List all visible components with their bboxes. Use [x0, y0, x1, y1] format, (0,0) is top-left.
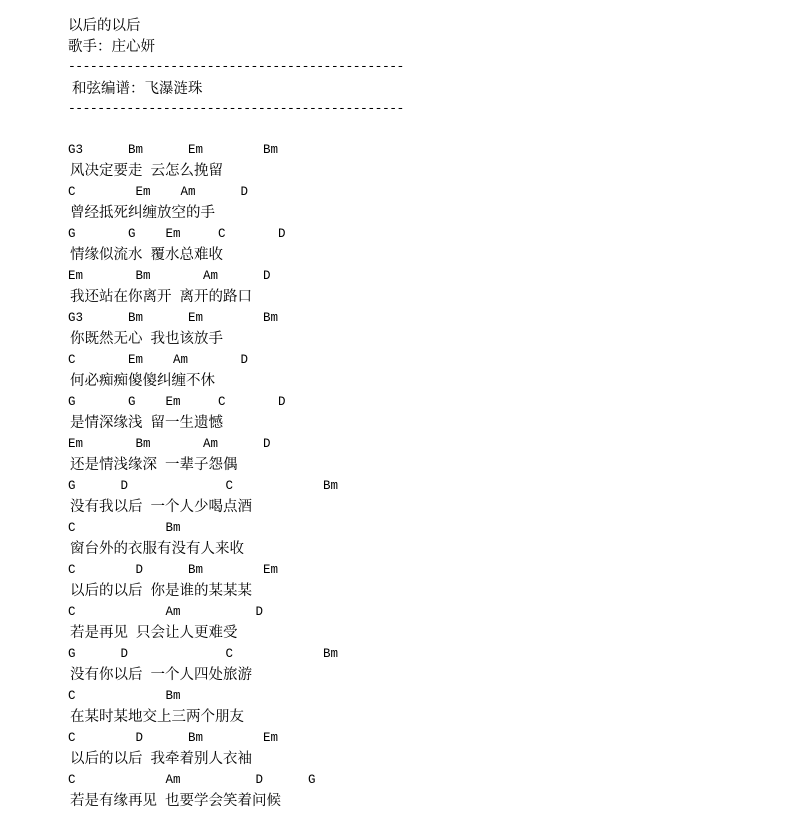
lyric-line: 是情深缘浅 留一生遗憾 — [70, 415, 224, 431]
chord-lyric-pair — [68, 560, 768, 602]
chord-line: C Em Am D — [68, 353, 249, 367]
chord-line: C D Bm Em — [68, 731, 279, 745]
chord-line: C Am D — [68, 605, 264, 619]
chord-lyric-pair — [68, 434, 768, 476]
divider-bottom: ---------------------------------------------- — [68, 101, 404, 116]
chord-credit: 和弦编谱：飞瀑涟珠 — [72, 81, 203, 97]
lyric-line: 你既然无心 我也该放手 — [70, 331, 224, 347]
chord-lyric-pair — [68, 350, 768, 392]
chord-lyric-pair — [68, 728, 768, 770]
chord-line: C Am D G — [68, 773, 316, 787]
chord-line: G D C Bm — [68, 647, 339, 661]
lyric-line: 情缘似流水 覆水总难收 — [70, 247, 224, 263]
song-body — [68, 140, 768, 812]
lyric-line: 我还站在你离开 离开的路口 — [70, 289, 253, 305]
lyric-line: 在某时某地交上三两个朋友 — [70, 709, 244, 725]
chord-lyric-pair — [68, 476, 768, 518]
lyric-line: 以后的以后 你是谁的某某某 — [70, 583, 253, 599]
chord-lyric-pair — [68, 224, 768, 266]
lyric-line: 曾经抵死纠缠放空的手 — [70, 205, 215, 221]
chord-line: G3 Bm Em Bm — [68, 311, 279, 325]
lyric-line: 没有你以后 一个人四处旅游 — [70, 667, 253, 683]
chord-lyric-pair — [68, 770, 768, 812]
chord-line: C Bm — [68, 521, 181, 535]
chord-line: G D C Bm — [68, 479, 339, 493]
chord-lyric-pair — [68, 140, 768, 182]
chord-line: G G Em C D — [68, 395, 286, 409]
lyric-line: 何必痴痴傻傻纠缠不休 — [70, 373, 215, 389]
lyric-line: 风决定要走 云怎么挽留 — [70, 163, 224, 179]
lyric-line: 若是再见 只会让人更难受 — [70, 625, 238, 641]
song-title: 以后的以后 — [68, 18, 141, 34]
chord-line: C Bm — [68, 689, 181, 703]
chord-lyric-pair — [68, 518, 768, 560]
chord-lyric-pair — [68, 308, 768, 350]
lyric-line: 若是有缘再见 也要学会笑着问候 — [70, 793, 282, 809]
lyric-line: 还是情浅缘深 一辈子怨偶 — [70, 457, 238, 473]
chord-lyric-pair — [68, 644, 768, 686]
divider-top: ---------------------------------------------- — [68, 59, 404, 74]
lyric-line: 窗台外的衣服有没有人来收 — [70, 541, 244, 557]
chord-lyric-pair — [68, 602, 768, 644]
document-header — [68, 16, 768, 117]
chord-line: G3 Bm Em Bm — [68, 143, 279, 157]
chord-lyric-pair — [68, 182, 768, 224]
chord-line: G G Em C D — [68, 227, 286, 241]
chord-lyric-pair — [68, 392, 768, 434]
chord-lyric-pair — [68, 686, 768, 728]
song-artist: 歌手：庄心妍 — [68, 39, 155, 55]
chord-line: Em Bm Am D — [68, 269, 271, 283]
chord-line: C Em Am D — [68, 185, 249, 199]
lyric-line: 没有我以后 一个人少喝点酒 — [70, 499, 253, 515]
lyric-line: 以后的以后 我牵着别人衣袖 — [70, 751, 253, 767]
chord-lyric-pair — [68, 266, 768, 308]
chord-line: Em Bm Am D — [68, 437, 271, 451]
chord-line: C D Bm Em — [68, 563, 279, 577]
